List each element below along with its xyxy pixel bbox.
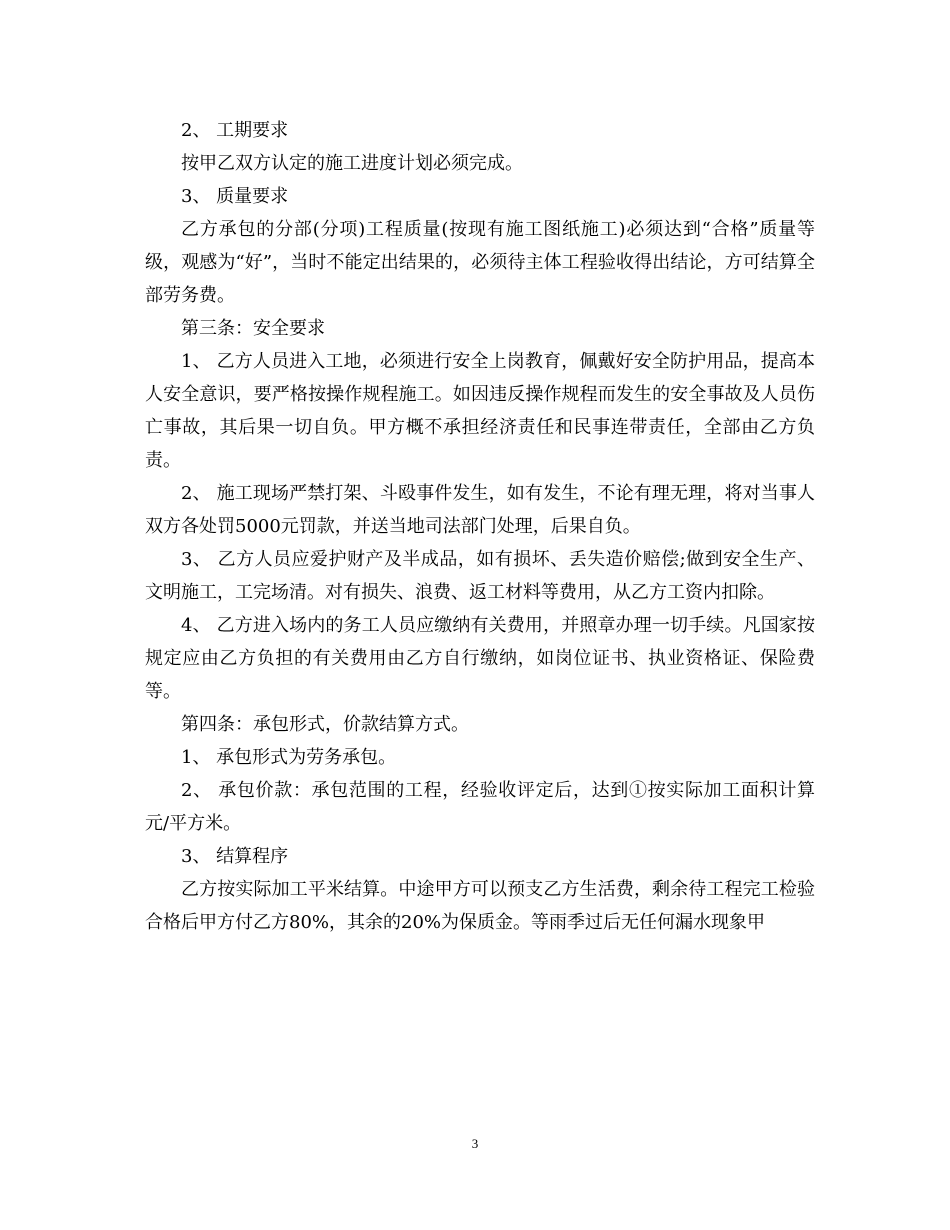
section-heading-settlement: 3、 结算程序 [181,846,289,867]
paragraph-contract-form-1: 1、 承包形式为劳务承包。 [181,747,397,768]
document-body [145,114,815,939]
paragraph-settlement: 乙方按实际加工平米结算。中途甲方可以预支乙方生活费，剩余待工程完工检验合格后甲方付乙方80%，其余的20%为保质金。等雨季过后无任何漏水现象甲 [145,879,815,933]
section-heading-schedule: 2、 工期要求 [181,120,289,141]
section-heading-quality: 3、 质量要求 [181,186,289,207]
page-number: 3 [471,1136,479,1151]
article-heading-contract-form: 第四条：承包形式，价款结算方式。 [181,714,469,735]
paragraph-quality: 乙方承包的分部(分项)工程质量(按现有施工图纸施工)必须达到“合格”质量等级，观感为“好”，当时不能定出结果的，必须待主体工程验收得出结论，方可结算全部劳务费。 [145,219,815,306]
paragraph-schedule: 按甲乙双方认定的施工进度计划必须完成。 [181,153,523,174]
paragraph-safety-1: 1、 乙方人员进入工地，必须进行安全上岗教育，佩戴好安全防护用品，提高本人安全意识，要严格按操作规程施工。如因违反操作规程而发生的安全事故及人员伤亡事故，其后果一切自负。甲方概不承担经济责任和民事连带责任，全部由乙方负责。 [145,351,815,471]
paragraph-safety-2: 2、 施工现场严禁打架、斗殴事件发生，如有发生，不论有理无理，将对当事人双方各处罚5000元罚款，并送当地司法部门处理，后果自负。 [145,483,815,537]
paragraph-safety-3: 3、 乙方人员应爱护财产及半成品，如有损坏、丢失造价赔偿;做到安全生产、文明施工，工完场清。对有损失、浪费、返工材料等费用，从乙方工资内扣除。 [145,549,815,603]
paragraph-contract-price: 2、 承包价款：承包范围的工程，经验收评定后，达到①按实际加工面积计算 元/平方米。 [145,780,815,834]
paragraph-safety-4: 4、 乙方进入场内的务工人员应缴纳有关费用，并照章办理一切手续。凡国家按规定应由乙方负担的有关费用由乙方自行缴纳，如岗位证书、执业资格证、保险费等。 [145,615,815,702]
article-heading-safety: 第三条：安全要求 [181,318,325,339]
